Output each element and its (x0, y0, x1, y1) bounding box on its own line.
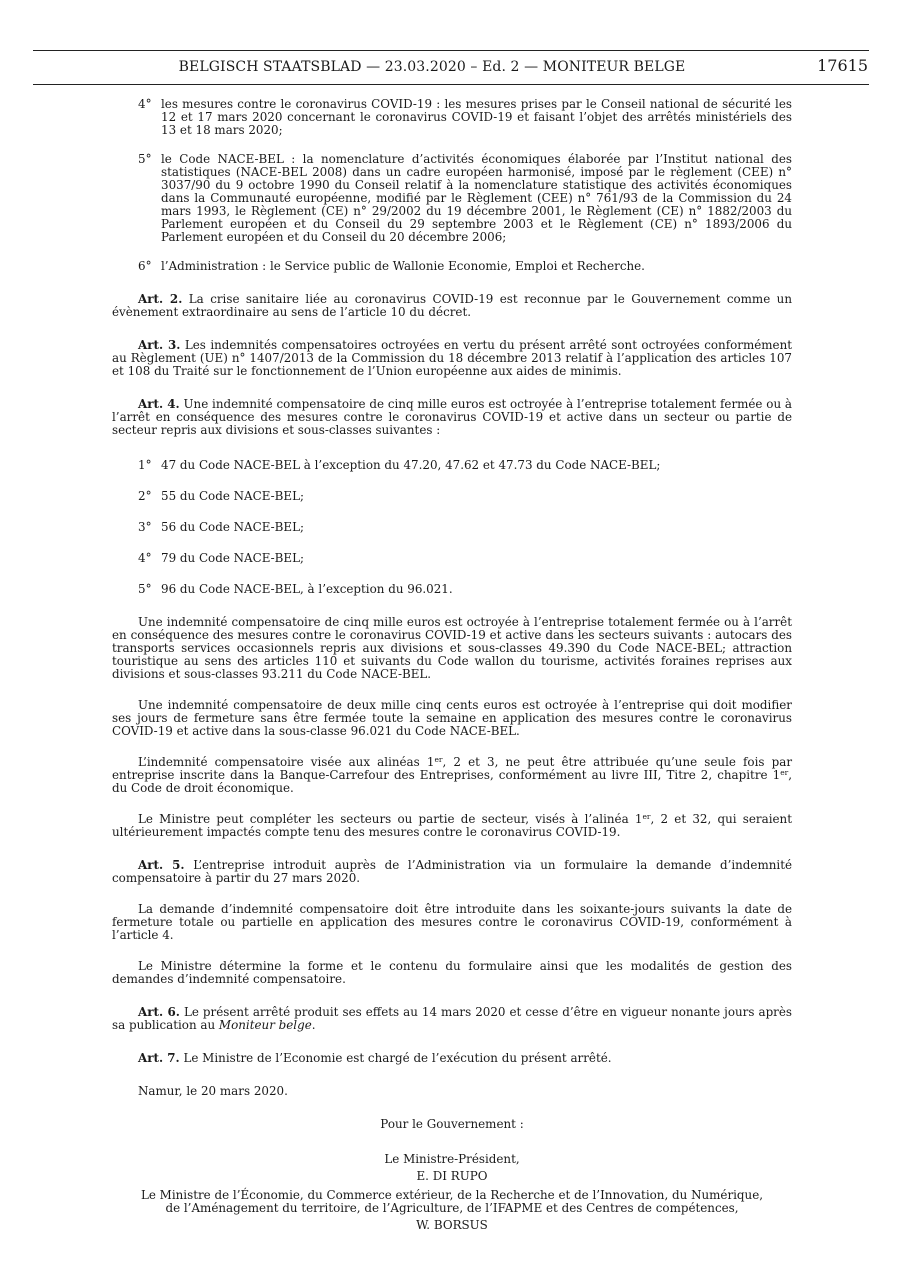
minister-title-line-2: de l’Aménagement du territoire, de l’Agriculture, de l’IFAPME et des Centres de compétences, (165, 1201, 739, 1215)
superscript: er (642, 812, 651, 821)
article-4-paragraph-2: Une indemnité compensatoire de cinq mille euros est octroyée à l’entreprise totalement fermée ou à l’arrêt en conséquence des mesures contre le coronavirus COVID-19 et active dans les secteurs suivants : autocars des transports services occasionnels repris aux divisions et sous-classes 49.390 du Code NACE-BEL; attraction touristique au sens des articles 110 et suivants du Code wallon du tourisme, activités foraines reprises aux divisions et sous-classes 93.211 du Code NACE-BEL. (112, 615, 792, 681)
paragraph-text: L’indemnité compensatoire visée aux alinéas 1 (138, 755, 435, 769)
list-item (112, 552, 792, 565)
definition-item-4 (112, 98, 792, 137)
minister-president-name: E. DI RUPO (416, 1169, 488, 1183)
paragraph-text: Le Ministre peut compléter les secteurs ou partie de secteur, visés à l’alinéa 1 (138, 812, 643, 826)
definition-number: 4° (138, 97, 152, 111)
for-government: Pour le Gouvernement : (380, 1117, 524, 1131)
list-text: 96 du Code NACE-BEL, à l’exception du 96.021. (161, 582, 453, 596)
article-6 (112, 1006, 792, 1032)
minister-name: W. BORSUS (416, 1218, 488, 1232)
article-label: Art. 4. (138, 397, 180, 411)
article-2 (112, 293, 792, 319)
header-rule-top (33, 50, 869, 51)
article-4-paragraph-5 (112, 813, 792, 839)
definition-text: l’Administration : le Service public de Wallonie Economie, Emploi et Recherche. (161, 259, 645, 273)
article-text: Une indemnité compensatoire de cinq mille euros est octroyée à l’entreprise totalement fermée ou à l’arrêt en conséquence des mesures contre le coronavirus COVID-19 et active dans un secteur ou partie de secteur repris aux divisions et sous-classes suivantes : (112, 397, 792, 437)
article-4 (112, 398, 792, 437)
article-text: Les indemnités compensatoires octroyées en vertu du présent arrêté sont octroyées conformément au Règlement (UE) n° 1407/2013 de la Commission du 18 décembre 2013 relatif à l’application des articles 107 et 108 du Traité sur le fonctionnement de l’Union européenne aux aides de minimis. (112, 338, 792, 378)
paragraph-text: , du Code de droit économique. (112, 768, 792, 795)
list-text: 55 du Code NACE-BEL; (161, 489, 304, 503)
definition-number: 5° (138, 152, 152, 166)
article-4-paragraph-4 (112, 756, 792, 795)
article-label: Art. 7. (138, 1051, 180, 1065)
definition-item-6 (112, 260, 792, 273)
place-date: Namur, le 20 mars 2020. (138, 1084, 288, 1098)
list-item (112, 521, 792, 534)
article-3 (112, 339, 792, 378)
definition-item-5 (112, 153, 792, 244)
list-item (112, 490, 792, 503)
article-4-paragraph-3: Une indemnité compensatoire de deux mille cinq cents euros est octroyée à l’entreprise qui doit modifier ses jours de fermeture sans être fermée toute la semaine en application des mesures contre le coronavirus COVID-19 et active dans la sous-classe 96.021 du Code NACE-BEL. (112, 698, 792, 738)
list-text: 56 du Code NACE-BEL; (161, 520, 304, 534)
article-label: Art. 5. (138, 858, 185, 872)
article-5-paragraph-3: Le Ministre détermine la forme et le contenu du formulaire ainsi que les modalités de gestion des demandes d’indemnité compensatoire. (112, 959, 792, 986)
list-item (112, 459, 792, 472)
definition-text: les mesures contre le coronavirus COVID-19 : les mesures prises par le Conseil national de sécurité les 12 et 17 mars 2020 concernant le coronavirus COVID-19 et faisant l’objet des arrêtés ministériels des 13 et 18 mars 2020; (161, 97, 792, 137)
definition-number: 6° (138, 259, 152, 273)
minister-title-line-1: Le Ministre de l’Économie, du Commerce extérieur, de la Recherche et de l’Innovation, du Numérique, (140, 1188, 764, 1202)
paragraph-text: , 2 et 3, ne peut être attribuée qu’une seule fois par entreprise inscrite dans la Banque-Carrefour des Entreprises, conformément au livre III, Titre 2, chapitre 1 (112, 755, 793, 782)
article-text: L’entreprise introduit auprès de l’Administration via un formulaire la demande d’indemnité compensatoire à partir du 27 mars 2020. (112, 858, 793, 885)
article-text: La crise sanitaire liée au coronavirus COVID-19 est reconnue par le Gouvernement comme un évènement extraordinaire au sens de l’article 10 du décret. (112, 292, 792, 319)
minister-president-title: Le Ministre-Président, (384, 1152, 520, 1166)
article-7 (112, 1052, 792, 1065)
list-text: 79 du Code NACE-BEL; (161, 551, 304, 565)
paragraph-text: , 2 et 32, qui seraient ultérieurement impactés compte tenu des mesures contre le coronavirus COVID-19. (112, 812, 792, 839)
article-text-end: . (311, 1018, 316, 1032)
list-number: 1° (138, 458, 152, 472)
list-text: 47 du Code NACE-BEL à l’exception du 47.20, 47.62 et 47.73 du Code NACE-BEL; (161, 458, 661, 472)
header-rule-bottom (33, 84, 869, 85)
definition-text: le Code NACE-BEL : la nomenclature d’activités économiques élaborée par l’Institut national des statistiques (NACE-BEL 2008) dans un cadre européen harmonisé, imposé par le règlement (CEE) n° 3037/90 du 9 octobre 1990 du Conseil relatif à la nomenclature statistique des activités économiques dans la Communauté européenne, modifié par le Règlement (CEE) n° 761/93 de la Commission du 24 mars 1993, le Règlement (CE) n° 29/2002 du 19 décembre 2001, le Règlement (CE) n° 1882/2003 du Parlement européen et du Conseil du 29 septembre 2003 et le Règlement (CE) n° 1893/2006 du Parlement européen et du Conseil du 20 décembre 2006; (161, 152, 792, 244)
article-5 (112, 859, 792, 885)
running-header: BELGISCH STAATSBLAD — 23.03.2020 – Ed. 2 — MONITEUR BELGE (178, 59, 686, 75)
superscript: er (780, 768, 789, 777)
list-number: 5° (138, 582, 152, 596)
list-number: 3° (138, 520, 152, 534)
list-item (112, 583, 792, 596)
article-label: Art. 2. (138, 292, 183, 306)
document-body (112, 98, 792, 1232)
list-number: 4° (138, 551, 152, 565)
superscript: er (434, 755, 443, 764)
article-text: Le présent arrêté produit ses effets au 14 mars 2020 et cesse d’être en vigueur nonante jours après sa publication au (112, 1005, 793, 1032)
article-text: Le Ministre de l’Economie est chargé de l’exécution du présent arrêté. (183, 1051, 612, 1065)
page-number: 17615 (817, 56, 868, 75)
article-5-paragraph-2: La demande d’indemnité compensatoire doit être introduite dans les soixante-jours suivants la date de fermeture totale ou partielle en application des mesures contre le coronavirus COVID-19, conformément à l’article 4. (112, 902, 792, 942)
list-number: 2° (138, 489, 152, 503)
article-label: Art. 6. (138, 1005, 180, 1019)
publication-name: Moniteur belge (218, 1018, 312, 1032)
article-label: Art. 3. (138, 338, 181, 352)
